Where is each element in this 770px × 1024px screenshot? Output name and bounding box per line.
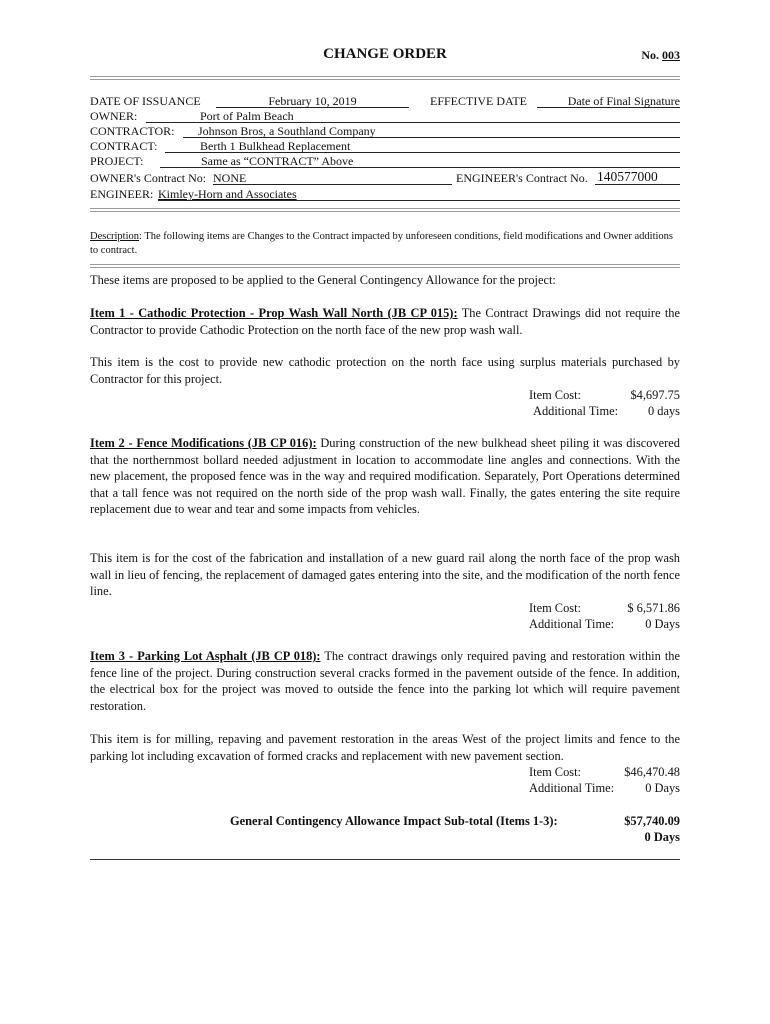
row-date <box>90 94 680 109</box>
owner-contract-label: OWNER's Contract No: <box>90 171 207 185</box>
subtotal-days: 0 Days <box>644 830 680 844</box>
owner-label: OWNER: <box>90 109 138 123</box>
intro-text: These items are proposed to be applied to the General Contingency Allowance for the project: <box>90 273 556 287</box>
item-1-detail: This item is the cost to provide new cathodic protection on the north face using surplus materials purchased by Contractor for this project. <box>90 355 680 386</box>
item-cost-label: Item Cost: <box>529 765 581 779</box>
item-2-text: During construction of the new bulkhead sheet piling it was discovered that the northernmost bollard needed adjustment in location to accommodate line angles and connections. With the new placement, the proposed fence was in the way and required modification. Separately, Port Operations determined that a tall fence was not required on the north side of the prop wash wall. Finally, the gates entering the site require replacement due to wear and tear and some impacts from vehicles. <box>90 436 680 517</box>
subtotal-amount: $57,740.09 <box>624 814 680 828</box>
item-cost-value: $ 6,571.86 <box>627 601 680 615</box>
effective-date-label: EFFECTIVE DATE <box>430 94 527 108</box>
item-3-text: The contract drawings only required paving and restoration within the fence line of the project. During construction several cracks formed in the pavement outside of the fence. In addition, the electrical box for the project was moved to outside the fence into the parking lot which will require pavement restoration. <box>90 649 680 713</box>
description <box>90 230 680 258</box>
date-of-issuance-label: DATE OF ISSUANCE <box>90 94 201 108</box>
divider <box>90 264 680 268</box>
row-contract-numbers <box>90 171 680 186</box>
row-owner <box>90 109 680 124</box>
item-2-detail: This item is for the cost of the fabrication and installation of a new guard rail along the north face of the prop wash wall in lieu of fencing, the replacement of damaged gates entering into the site, and the modification of the north fence line. <box>90 551 680 599</box>
item-3-cost <box>529 764 680 781</box>
change-order-number <box>641 48 680 63</box>
contract-field: Berth 1 Bulkhead Replacement <box>165 139 680 153</box>
item-2-time <box>529 616 680 633</box>
additional-time-value: 0 Days <box>645 781 680 795</box>
item-cost-value: $46,470.48 <box>624 765 680 779</box>
item-cost-value: $4,697.75 <box>630 388 680 402</box>
additional-time-label: Additional Time: <box>533 404 619 418</box>
subtotal-label: General Contingency Allowance Impact Sub-total (Items 1-3): <box>230 814 558 828</box>
item-3-time <box>529 780 680 797</box>
effective-date-field: Date of Final Signature <box>537 94 680 108</box>
engineer-field: Kimley-Horn and Associates <box>158 187 680 201</box>
number-label: No. <box>641 48 659 62</box>
row-engineer <box>90 187 680 202</box>
additional-time-label: Additional Time: <box>529 781 615 795</box>
owner-field: Port of Palm Beach <box>146 109 680 123</box>
divider <box>90 859 680 860</box>
number-value: 003 <box>662 48 680 62</box>
engineer-contract-label: ENGINEER's Contract No. <box>456 171 588 185</box>
item-2-heading: Item 2 - Fence Modifications (JB CP 016): <box>90 436 317 450</box>
contractor-field: Johnson Bros, a Southland Company <box>183 124 680 138</box>
item-1-cost <box>529 387 680 404</box>
engineer-label: ENGINEER: <box>90 187 154 201</box>
additional-time-value: 0 days <box>647 404 680 418</box>
divider <box>90 208 680 212</box>
item-1-text: The Contract Drawings did not require the Contractor to provide Cathodic Protection on the north face of the new prop wash wall. <box>90 306 680 337</box>
description-label: Description <box>90 231 139 242</box>
description-text: : The following items are Changes to the Contract impacted by unforeseen conditions, field modifications and Owner additions to contract. <box>90 231 674 256</box>
additional-time-value: 0 Days <box>645 617 680 631</box>
item-3-detail: This item is for milling, repaving and pavement restoration in the areas West of the project limits and fence to the parking lot including excavation of formed cracks and replacement with new pavement section. <box>90 732 680 763</box>
subtotal-row <box>230 813 680 830</box>
page-title: CHANGE ORDER <box>323 46 447 62</box>
contract-label: CONTRACT: <box>90 139 158 153</box>
item-1-time <box>533 403 680 420</box>
item-2 <box>90 435 680 518</box>
additional-time-label: Additional Time: <box>529 617 615 631</box>
owner-contract-field: NONE <box>213 171 452 185</box>
item-cost-label: Item Cost: <box>529 388 581 402</box>
row-contract <box>90 139 680 154</box>
date-of-issuance-field: February 10, 2019 <box>216 94 409 108</box>
divider <box>90 76 680 80</box>
item-3-heading: Item 3 - Parking Lot Asphalt (JB CP 018): <box>90 649 321 663</box>
item-cost-label: Item Cost: <box>529 601 581 615</box>
project-label: PROJECT: <box>90 154 144 168</box>
project-field: Same as “CONTRACT” Above <box>160 154 680 168</box>
row-contractor <box>90 124 680 139</box>
document-header <box>90 46 680 66</box>
item-3 <box>90 648 680 714</box>
item-1-heading: Item 1 - Cathodic Protection - Prop Wash Wall North (JB CP 015): <box>90 306 458 320</box>
engineer-contract-field: 140577000 <box>595 169 680 185</box>
row-project <box>90 154 680 169</box>
item-2-cost <box>529 600 680 617</box>
contractor-label: CONTRACTOR: <box>90 124 175 138</box>
item-1 <box>90 305 680 338</box>
subtotal-days-row <box>560 829 680 846</box>
